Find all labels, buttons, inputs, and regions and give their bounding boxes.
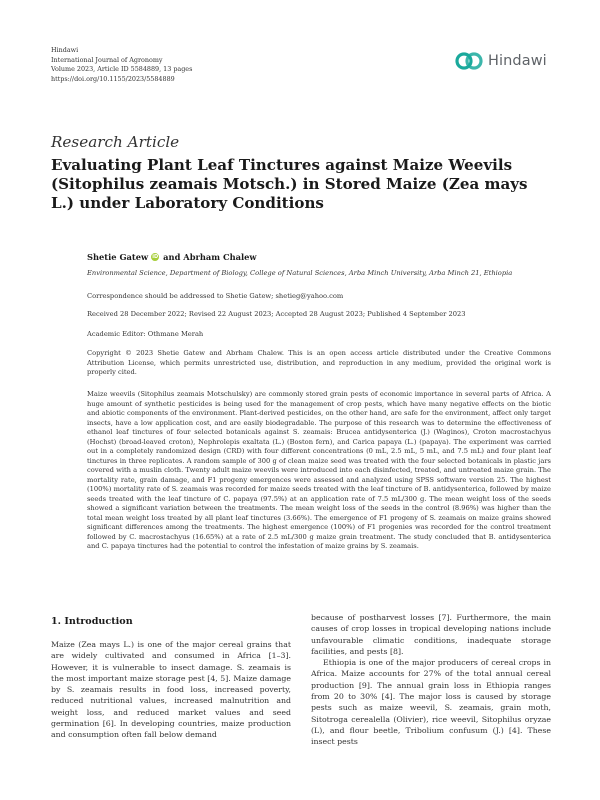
intro-right-paragraph-2: Ethiopia is one of the major producers of cereal crops in Africa. Maize accounts for 27% of the total annual cereal production [9]. The annual grain loss in Ethiopia ranges from 20 to 30% [4]. The major loss is caused by storage pests such as maize weevil, S. zeamais, grain moth, Sitotroga cerealella (Olivier), rice weevil, Sitophilus oryzae (L), and flour beetle, Tribolium confusum (J.) [4]. These insect pests xyxy=(311,658,551,747)
doi-link[interactable]: https://doi.org/10.1155/2023/5584889 xyxy=(51,74,175,83)
volume-info: Volume 2023, Article ID 5584889, 13 pages xyxy=(51,65,193,74)
author-2[interactable]: Abrham Chalew xyxy=(183,252,257,262)
author-list xyxy=(87,252,257,262)
intro-right-paragraph-1: because of postharvest losses [7]. Furthermore, the main causes of crop losses in tropical developing nations include unfavourable climatic conditions, inadequate storage facilities, and pests [8]. xyxy=(311,613,551,656)
journal-meta xyxy=(51,46,192,84)
author-1[interactable]: Shetie Gatew xyxy=(87,252,149,262)
hindawi-mark-icon xyxy=(455,50,483,72)
hindawi-logo xyxy=(455,50,547,72)
paper-title: Evaluating Plant Leaf Tinctures against Maize Weevils (Sitophilus zeamais Motsch.) in Stored Maize (Zea mays L.) under Laboratory Conditions xyxy=(51,156,528,212)
intro-left-column: Maize (Zea mays L.) is one of the major cereal grains that are widely cultivated and consumed in Africa [1–3]. However, it is vulnerable to insect damage. S. zeamais is the most important maize storage pest [4, 5]. Maize damage by S. zeamais results in food loss, increased poverty, reduced nutritional values, increased malnutrition and weight loss, and reduced market values and seed germination [6]. In developing countries, maize production and consumption often fall below demand xyxy=(51,640,291,740)
copyright-notice: Copyright © 2023 Shetie Gatew and Abrham Chalew. This is an open access article distributed under the Creative Commons Attribution License, which permits unrestricted use, distribution, and reproduction in any medium, provided the original work is properly cited. xyxy=(87,349,551,376)
article-type: Research Article xyxy=(51,133,180,151)
intro-right-column xyxy=(311,612,551,748)
publication-dates: Received 28 December 2022; Revised 22 August 2023; Accepted 28 August 2023; Published 4 September 2023 xyxy=(87,310,466,318)
logo-text: Hindawi xyxy=(488,53,547,69)
abstract: Maize weevils (Sitophilus zeamais Motschulsky) are commonly stored grain pests of economic importance in several parts of Africa. A huge amount of synthetic pesticides is being used for the management of crop pests, which have many negative effects on the biotic and abiotic components of the environment. Plant-derived pesticides, on the other hand, are safe for the environment, affect only target insects, have a low application cost, and are easily biodegradable. The purpose of this research was to determine the effectiveness of ethanol leaf tinctures of four selected botanicals against S. zeamais: Brucea antidysenterica (J.) (Waginos), Croton macrostachyus (Hochst) (broad-leaved croton), Nephrolepis exaltata (L.) (Boston fern), and Carica papaya (L.) (papaya). The experiment was carried out in a completely randomized design (CRD) with four different concentrations (0 mL, 2.5 mL, 5 mL, and 7.5 mL) and four plant leaf tinctures in three replicates. A random sample of 300 g of clean maize seed was treated with the four selected botanicals in plastic jars covered with a muslin cloth. Twenty adult maize weevils were introduced into each disinfected, treated, and untreated maize grain. The mortality rate, grain damage, and F1 progeny emergences were assessed and analyzed using SPSS software version 25. The highest (100%) mortality rate of S. zeamais was recorded for maize seeds treated with the leaf tincture of B. antidysenterica, followed by maize seeds treated with the leaf tincture of C. papaya (97.5%) at an application rate of 7.5 mL/300 g. The mean weight loss of the seeds showed a significant variation between the treatments. The mean weight loss of the seeds in the control (8.96%) was higher than the total mean weight loss treated by all plant leaf tinctures (3.66%). The emergence of F1 progeny of S. zeamais on maize grains showed significant differences among the treatments. The highest emergence (100%) of F1 progenies was recorded for the control treatment followed by C. macrostachyus (16.65%) at a rate of 2.5 mL/300 g maize grain treatment. The study concluded that B. antidysenterica and C. papaya tinctures had the potential to control the infestation of maize grains by S. zeamais. xyxy=(87,390,551,550)
publisher-name: Hindawi xyxy=(51,46,79,54)
section-heading-introduction: 1. Introduction xyxy=(51,616,133,627)
journal-name: International Journal of Agronomy xyxy=(51,55,163,64)
orcid-icon[interactable]: iD xyxy=(152,254,159,260)
author-connector: and xyxy=(163,252,181,262)
academic-editor: Academic Editor: Othmane Merah xyxy=(87,330,204,338)
affiliation: Environmental Science, Department of Biology, College of Natural Sciences, Arba Minch University, Arba Minch 21, Ethiopia xyxy=(87,269,513,277)
correspondence: Correspondence should be addressed to Shetie Gatew; shetieg@yahoo.com xyxy=(87,292,344,300)
